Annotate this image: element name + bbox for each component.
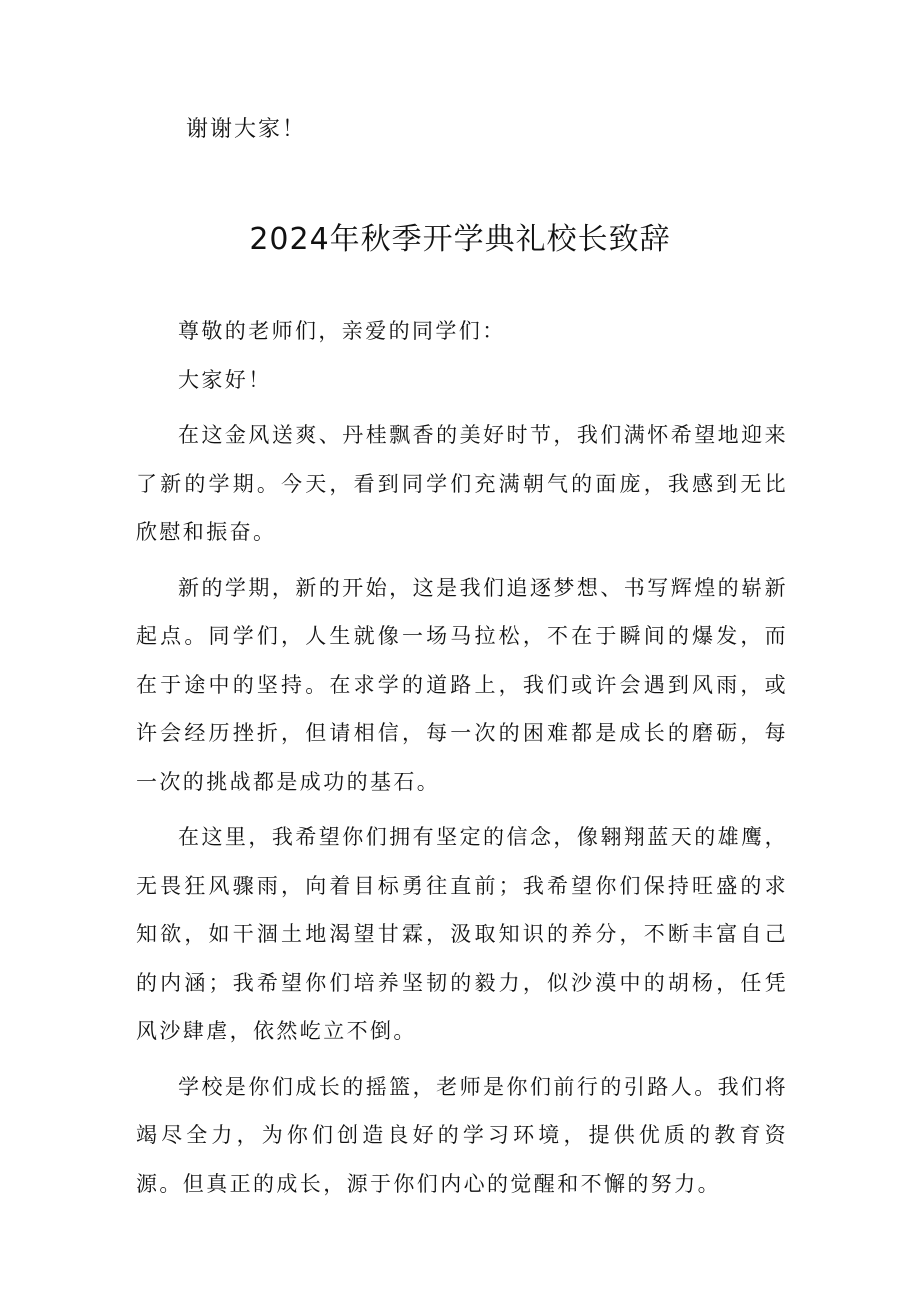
salutation: 尊敬的老师们，亲爱的同学们： bbox=[178, 319, 506, 343]
paragraph: 在这金风送爽、丹桂飘香的美好时节，我们满怀希望地迎来了新的学期。今天，看到同学们充满朝气的面庞，我感到无比欣慰和振奋。 bbox=[136, 423, 788, 544]
speech-body bbox=[136, 307, 788, 1208]
paragraph: 学校是你们成长的摇篮，老师是你们前行的引路人。我们将竭尽全力，为你们创造良好的学习环境，提供优质的教育资源。但真正的成长，源于你们内心的觉醒和不懈的努力。 bbox=[136, 1074, 788, 1196]
greeting: 大家好！ bbox=[178, 367, 272, 392]
paragraph: 在这里，我希望你们拥有坚定的信念，像翱翔蓝天的雄鹰，无畏狂风骤雨，向着目标勇往直前；我希望你们保持旺盛的求知欲，如干涸土地渴望甘霖，汲取知识的养分，不断丰富自己的内涵；我希望你们培养坚韧的毅力，似沙漠中的胡杨，任凭风沙肆虐，依然屹立不倒。 bbox=[136, 825, 788, 1043]
closing-line: 谢谢大家！ bbox=[186, 117, 307, 142]
page-title: 2024年秋季开学典礼校长致辞 bbox=[249, 222, 671, 257]
paragraph: 新的学期，新的开始，这是我们追逐梦想、书写辉煌的崭新起点。同学们，人生就像一场马拉松，不在于瞬间的爆发，而在于途中的坚持。在求学的道路上，我们或许会遇到风雨，或许会经历挫折，但请相信，每一次的困难都是成长的磨砺，每一次的挑战都是成功的基石。 bbox=[136, 575, 788, 794]
